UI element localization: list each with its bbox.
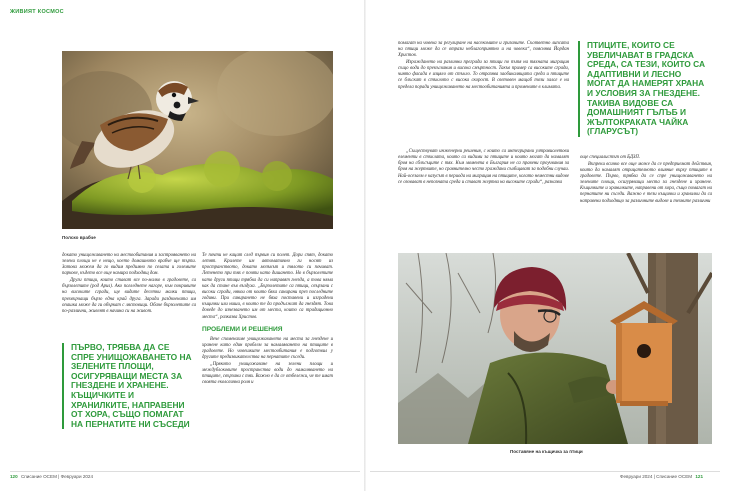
- page-number: 120: [10, 474, 18, 479]
- right-pullquote: ПТИЦИТЕ, КОИТО СЕ УВЕЛИЧАВАТ В ГРАДСКА СРЕДА, СА ТЕЗИ, КОИТО СА АДАПТИВНИ И ЛЕСНО МОГАТ ДА НАМЕРЯТ ХРАНА И УСЛОВИЯ ЗА ГНЕЗДЕНЕ. ТАКИВА ВИДОВЕ СА ДОМАШНИЯТ ГЪЛЪБ И ЖЪЛТОКРАКАТА ЧАЙКА (ГЛАРУСЪТ): [587, 40, 706, 137]
- sparrow-photo: [62, 51, 333, 229]
- paragraph: Израждането на различни прегради за птици по пътя на тяхната миграция също води до прекъсвания и висока смъртност. Такъв пример са високите сгради, чиято фасада е изцяло от стъкло. То отразява заобикалящата среда и птиците се блъскат в стъклото с висока скорост. В световен мащаб този залог е на предела поради унищожаването на местообитанията и промените в климата.: [398, 59, 569, 90]
- footer-rule: [10, 471, 360, 472]
- footer-rule: [370, 471, 720, 472]
- right-pullquote-box: [578, 41, 710, 137]
- birdhouse-photo: [398, 253, 712, 444]
- section-tag: ЖИВИЯТ КОСМОС: [10, 9, 64, 15]
- right-body-wide: [398, 149, 569, 186]
- footer-text: Списание ОСЕМ | Февруари 2024: [20, 474, 94, 479]
- paragraph: още специалистът от БДЗП.: [580, 155, 641, 160]
- sparrow-illustration: [62, 51, 333, 229]
- paragraph: Въпреки всичко все още може да се предприемат действия, които да намалят отрицателното влияние върху птиците в градовете. Първо, трябва да се спре унищожаването на зелените площи, осигуряващи места за гнездене и хранене. Къщичките и хранилките, направени от хора, също помагат на пернатите ни съседи. Важно е тези къщички и хранилки да са направени подходящо за различните видове и техните различни: [580, 161, 712, 204]
- right-body-column-2: [580, 155, 712, 205]
- page-gutter: [364, 0, 366, 491]
- section-heading: ПРОБЛЕМИ И РЕШЕНИЯ: [202, 325, 283, 333]
- page-number: 121: [695, 474, 704, 479]
- paragraph: „Прякото унищожаване на зелени площи и междублоковите пространства води до намаляването на птиците, свързани с тях. Важно е да се отбележи, че те имат своята екологична роля и: [202, 362, 333, 386]
- left-footer: [10, 474, 93, 479]
- left-pullquote: ПЪРВО, ТРЯБВА ДА СЕ СПРЕ УНИЩОЖАВАНЕТО НА ЗЕЛЕНИТЕ ПЛОЩИ, ОСИГУРЯВАЩИ МЕСТА ЗА ГНЕЗДЕНЕ И ХРАНЕНЕ. КЪЩИЧКИТЕ И ХРАНИЛКИТЕ, НАПРАВЕНИ ОТ ХОРА, СЪЩО ПОМАГАТ НА ПЕРНАТИТЕ НИ СЪСЕДИ: [71, 342, 192, 429]
- left-body-column-1: [62, 253, 196, 316]
- sparrow-caption: Полско врабче: [62, 235, 96, 240]
- footer-text: Февруари 2024 | Списание ОСЕМ: [620, 474, 693, 479]
- paragraph: „Съществуват инженерни решения, с които са интегрирани ултравиолетови елементи в стъклата, които са видими за птиците и които могат да намалят броя на сблъсъците с тях. Към момента в България не са правени проучвания за броя на жертвите, но сравнително често граждани съобщават за подобни случаи. Най-осезаем е казусът в периода на миграция на птиците, когато неместни видове се озовават в непозната среда и стават жертва на високите сгради“, разказва: [398, 149, 569, 185]
- paragraph: докато унищожаването на местообитания и застрояването на зелени площи не е нещо, което домашното врабче ще търпи. Затова можем да го видим предимно по селата и големите паркове, където все още намира подходящ дом.: [62, 253, 196, 277]
- left-body-column-2: [202, 253, 333, 387]
- paragraph: Вече споменахме унищожаването на места за гнездене и хранене като един проблем за намаляването на птиците в градовете. Но човешките местообитания е подготвил у другите предизвикателства на пернатите съседи.: [202, 336, 333, 361]
- paragraph: Те почти не кацат след първия си полет. Дори спят, докато летят. Крилете им автоматично ги носят из пространството, докато мозъкът и тялото си почиват. Летенето при тях е почти като дишането. Но в бързолетите като други птици трябва да си направят гнезда, а това няма как да стане във въздуха. „Бързолетите са птици, свързани с високи сгради, някои от които бяха санирани през последните години. При санирането не бяха поставени и изградени къщички или ниши, в които те да продължат да гнездят. Това доведе до изчезването им от места, които са традиционно места“, разказва Христов.: [202, 253, 333, 320]
- left-pullquote-box: [62, 343, 194, 429]
- paragraph: Други птици, които стават все по-малко в градовете, са бързолетите (род Apus). Ако погледнете нагоре, към покривите на високите сгради, ще видите десетки малки птици, прехвърчащи бързо една край друга. Заради раздвоената им опашка може да ги объркат с лястовици. Обаче бързолетите са по-различни, живеят в начина си на живот.: [62, 278, 196, 314]
- paragraph: помагат на човека за регулиране на насекомите и гризачите. Съответно липсата на птици може да се отрази неблагоприятно и на човека“, пояснява Йордан Христов.: [398, 41, 569, 59]
- right-body-column-1: [398, 41, 569, 91]
- right-footer: [620, 474, 703, 479]
- birdhouse-caption: Поставяне на къщичка за птици: [510, 449, 583, 454]
- man-installing-birdhouse-illustration: [398, 253, 712, 444]
